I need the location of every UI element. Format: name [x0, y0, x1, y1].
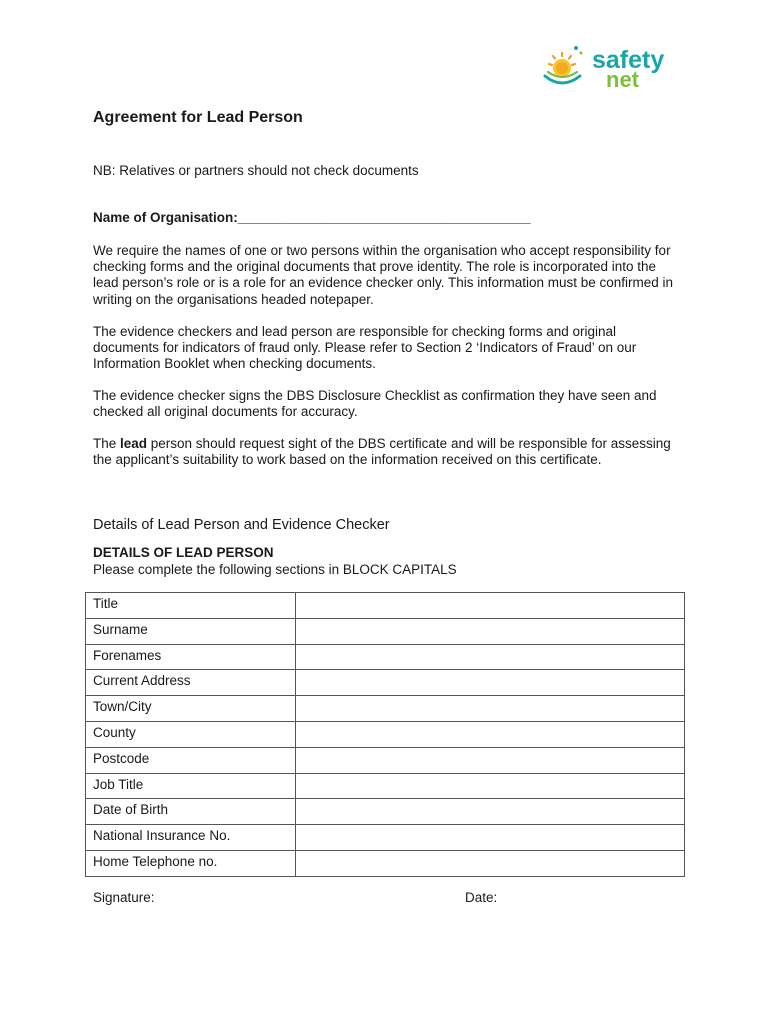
home-telephone-input-cell[interactable]: [296, 850, 685, 876]
nb-note: NB: Relatives or partners should not check documents: [93, 163, 419, 178]
lead-person-heading: DETAILS OF LEAD PERSON: [93, 545, 274, 560]
current-address-input-cell[interactable]: [296, 670, 685, 696]
table-row: [86, 825, 685, 851]
field-label: Job Title: [86, 773, 296, 799]
paragraph-responsibility: The evidence checkers and lead person are responsible for checking forms and original documents for indicators of fraud only. Please refer to Section 2 ‘Indicators of Fraud’ on our Information Booklet when checking documents.: [93, 324, 637, 372]
table-row: [86, 618, 685, 644]
county-input-cell[interactable]: [296, 721, 685, 747]
table-row: [86, 670, 685, 696]
paragraph-lead-person: [93, 436, 683, 468]
field-label: Current Address: [86, 670, 296, 696]
table-row: [86, 593, 685, 619]
paragraph-lead-pre: The: [93, 436, 121, 451]
paragraph-requirement: We require the names of one or two persons within the organisation who accept responsibility for checking forms and the original documents that prove identity. The role is incorporated into the lead person’s role or is a role for an evidence checker only. This information must be confirmed in writing on the organisations headed notepaper.: [93, 243, 674, 307]
table-row: [86, 721, 685, 747]
field-label: Town/City: [86, 696, 296, 722]
forenames-input-cell[interactable]: [296, 644, 685, 670]
title-input-cell[interactable]: [296, 593, 685, 619]
date-of-birth-input-cell[interactable]: [296, 799, 685, 825]
job-title-input-cell[interactable]: [296, 773, 685, 799]
table-row: [86, 850, 685, 876]
field-label: National Insurance No.: [86, 825, 296, 851]
surname-input-cell[interactable]: [296, 618, 685, 644]
table-row: [86, 696, 685, 722]
field-label: Home Telephone no.: [86, 850, 296, 876]
field-label: Forenames: [86, 644, 296, 670]
field-label: Postcode: [86, 747, 296, 773]
logo-text-net: net: [606, 67, 639, 92]
postcode-input-cell[interactable]: [296, 747, 685, 773]
field-label: County: [86, 721, 296, 747]
date-label: Date:: [465, 890, 498, 905]
table-row: [86, 644, 685, 670]
field-label: Title: [86, 593, 296, 619]
table-row: [86, 799, 685, 825]
town-city-input-cell[interactable]: [296, 696, 685, 722]
national-insurance-input-cell[interactable]: [296, 825, 685, 851]
table-row: [86, 773, 685, 799]
logo-text-safety: safety: [592, 46, 665, 74]
block-capitals-instruction: Please complete the following sections in BLOCK CAPITALS: [93, 562, 457, 577]
sun-logo-icon: [545, 46, 583, 83]
organisation-name-field[interactable]: Name of Organisation:_______________________________________: [93, 210, 531, 225]
paragraph-checklist: The evidence checker signs the DBS Disclosure Checklist as confirmation they have seen and checked all original documents for accuracy.: [93, 388, 657, 420]
field-label: Date of Birth: [86, 799, 296, 825]
paragraph-lead-post: person should request sight of the DBS certificate and will be responsible for assessing the applicant’s suitability to work based on the information received on this certificate.: [93, 436, 671, 468]
field-label: Surname: [86, 618, 296, 644]
page-title: Agreement for Lead Person: [93, 109, 303, 126]
safety-net-logo: [540, 42, 690, 94]
table-row: [86, 747, 685, 773]
signature-label: Signature:: [93, 890, 155, 905]
paragraph-lead-bold: lead: [120, 436, 148, 451]
section-subheading: Details of Lead Person and Evidence Checker: [93, 517, 390, 533]
lead-person-details-table: [85, 592, 685, 877]
